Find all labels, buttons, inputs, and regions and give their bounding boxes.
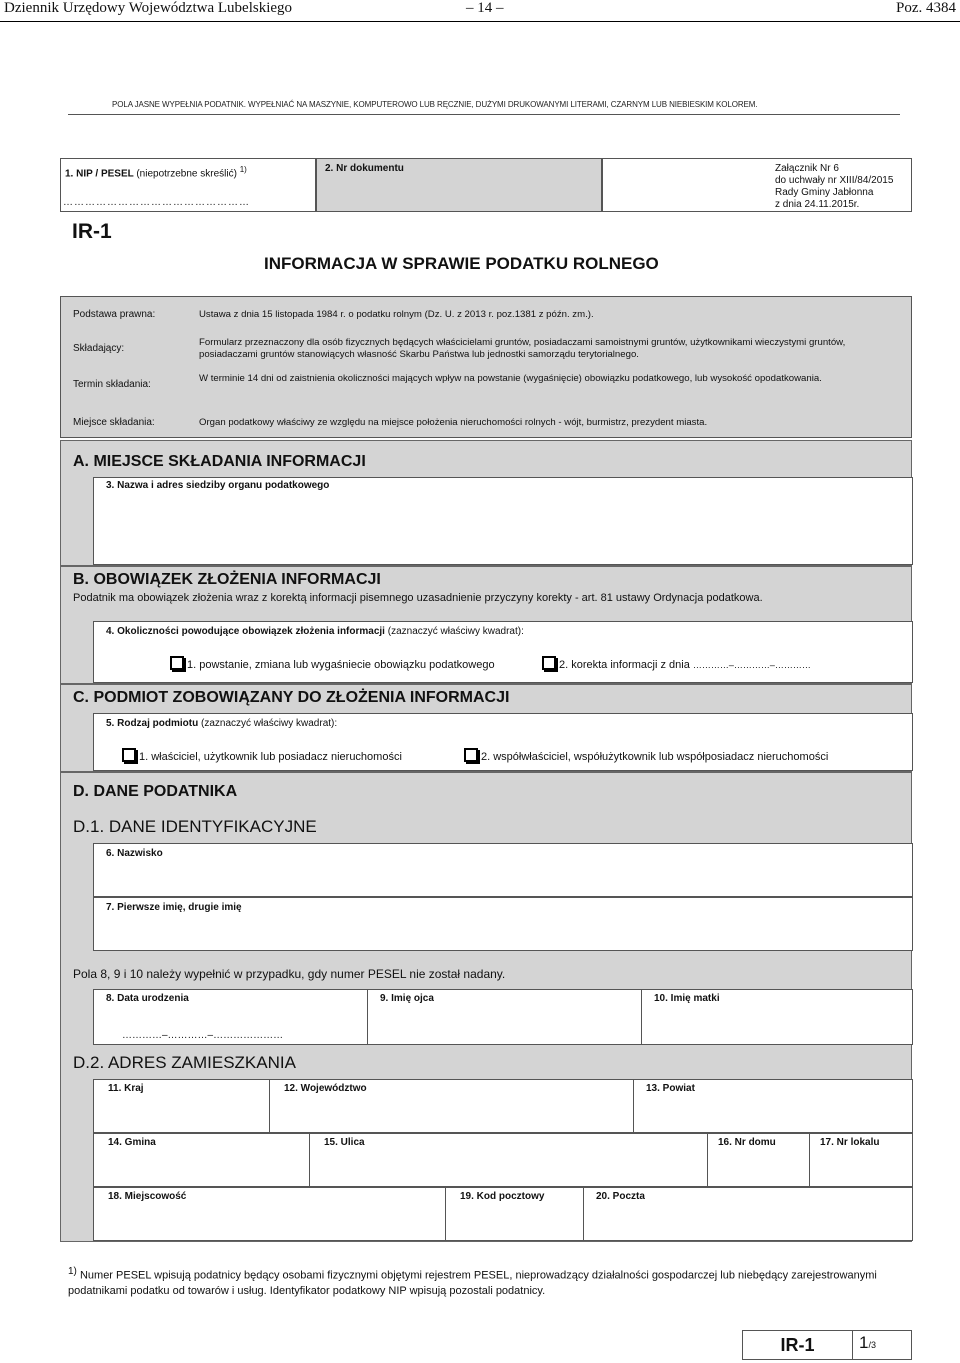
street-field[interactable] [310, 1134, 708, 1186]
nip-pesel-field[interactable] [60, 158, 316, 212]
circumstances-label: 4. Okoliczności powodujące obowiązek złożenia informacji (zaznaczyć właściwy kwadrat): [106, 626, 524, 637]
place-label: Miejsce składania: [73, 417, 155, 428]
birth-date-label: 8. Data urodzenia [106, 993, 189, 1004]
document-number-field [316, 158, 602, 212]
pesel-note: Pola 8, 9 i 10 należy wypełnić w przypadku, gdy numer PESEL nie został nadany. [73, 967, 506, 981]
place-value: Organ podatkowy właściwy ze względu na miejsce położenia nieruchomości rolnych - wójt, burmistrz, prezydent miasta. [199, 417, 708, 428]
option-co-owner[interactable]: 2. współwłaściciel, współużytkownik lub współposiadacz nieruchomości [464, 748, 828, 763]
post-office-label: 20. Poczta [596, 1191, 645, 1202]
mother-name-field[interactable] [642, 990, 912, 1044]
section-c-title: C. PODMIOT ZOBOWIĄZANY DO ZŁOŻENIA INFORMACJI [73, 689, 510, 706]
correction-note: Podatnik ma obowiązek złożenia wraz z korektą informacji pisemnego uzasadnienie przyczyny korekty - art. 81 ustawy Ordynacja podatkowa. [73, 592, 763, 604]
commune-label: 14. Gmina [108, 1137, 156, 1148]
deadline-value: W terminie 14 dni od zaistnienia okoliczności mających wpływ na powstanie (wygaśnięcie) obowiązku podatkowego, lub wysokość opodatkowania. [199, 373, 822, 384]
county-label: 13. Powiat [646, 1083, 695, 1094]
locality-label: 18. Miejscowość [108, 1191, 187, 1202]
commune-field[interactable] [94, 1134, 310, 1186]
checkbox-icon[interactable] [170, 656, 184, 670]
d1-title: D.1. DANE IDENTYFIKACYJNE [73, 817, 317, 836]
form-code: IR-1 [72, 220, 112, 243]
tax-office-field[interactable] [93, 477, 913, 565]
section-a-title: A. MIEJSCE SKŁADANIA INFORMACJI [73, 453, 366, 470]
footnote [68, 1264, 888, 1299]
apartment-number-field[interactable] [810, 1134, 912, 1186]
address-row-3 [93, 1187, 913, 1241]
nip-pesel-dots: …………………………………………… [63, 197, 250, 208]
fill-instruction: POLA JASNE WYPEŁNIA PODATNIK. WYPEŁNIAĆ NA MASZYNIE, KOMPUTEROWO LUB RĘCZNIE, DUŻYMI DRUKOWANYMI LITERAMI, CZARNYM LUB NIEBIESKIM KOLOREM. [112, 100, 758, 109]
circumstances-field [93, 621, 913, 683]
country-label: 11. Kraj [108, 1083, 144, 1094]
footnote-ref: 1) [68, 1266, 77, 1277]
section-a [60, 440, 912, 566]
section-d-title: D. DANE PODATNIKA [73, 783, 238, 800]
page-form-code: IR-1 [743, 1331, 853, 1359]
footnote-text: Numer PESEL wpisują podatnicy będący osobami fizycznymi objętymi rejestrem PESEL, nieprowadzący działalności gospodarczej lub niebędący zarejestrowanymi podatnikami podatku od towarów i usług. Identyfikator podatkowy NIP wpisują pozostali podatnicy. [68, 1269, 877, 1297]
voivodeship-field[interactable] [270, 1080, 634, 1132]
post-office-field[interactable] [584, 1188, 912, 1240]
surname-field[interactable] [93, 843, 913, 897]
page-title: INFORMACJA W SPRAWIE PODATKU ROLNEGO [264, 254, 659, 273]
option-correction[interactable]: 2. korekta informacji z dnia …………–…………–………… [542, 656, 811, 671]
birth-date-dots: …………–…………–………………… [122, 1030, 284, 1041]
birth-parents-row [93, 989, 913, 1045]
address-row-1 [93, 1079, 913, 1133]
postal-code-field[interactable] [446, 1188, 584, 1240]
checkbox-icon[interactable] [464, 748, 478, 762]
surname-label: 6. Nazwisko [106, 848, 163, 859]
entity-type-field [93, 713, 913, 771]
option-owner[interactable]: 1. właściciel, użytkownik lub posiadacz nieruchomości [122, 748, 402, 763]
street-label: 15. Ulica [324, 1137, 365, 1148]
house-number-label: 16. Nr domu [718, 1137, 776, 1148]
county-field[interactable] [634, 1080, 912, 1132]
attachment-info [602, 158, 912, 212]
section-b [60, 566, 912, 684]
house-number-field[interactable] [708, 1134, 810, 1186]
first-names-field[interactable] [93, 897, 913, 951]
journal-name: Dziennik Urzędowy Województwa Lubelskiego [4, 0, 293, 16]
mother-name-label: 10. Imię matki [654, 993, 720, 1004]
deadline-label: Termin składania: [73, 379, 151, 390]
first-names-label: 7. Pierwsze imię, drugie imię [106, 902, 242, 913]
legal-basis-label: Podstawa prawna: [73, 309, 156, 320]
checkbox-icon[interactable] [542, 656, 556, 670]
document-header [0, 0, 960, 22]
section-c [60, 684, 912, 772]
attachment-text: Załącznik Nr 6 do uchwały nr XIII/84/2015 Rady Gminy Jabłonna z dnia 24.11.2015r. [775, 163, 894, 210]
page-indicator [742, 1330, 912, 1360]
page-number: – 14 – [466, 0, 504, 16]
apartment-number-label: 17. Nr lokalu [820, 1137, 880, 1148]
entity-type-label: 5. Rodzaj podmiotu (zaznaczyć właściwy kwadrat): [106, 718, 338, 729]
postal-code-label: 19. Kod pocztowy [460, 1191, 545, 1202]
document-number-label: 2. Nr dokumentu [325, 163, 404, 174]
legal-info-block [60, 296, 912, 438]
country-field[interactable] [94, 1080, 270, 1132]
submitter-label: Składający: [73, 343, 125, 354]
father-name-label: 9. Imię ojca [380, 993, 434, 1004]
voivodeship-label: 12. Województwo [284, 1083, 367, 1094]
section-b-title: B. OBOWIĄZEK ZŁOŻENIA INFORMACJI [73, 571, 381, 588]
section-d [60, 772, 912, 1242]
father-name-field[interactable] [368, 990, 642, 1044]
submitter-value: Formularz przeznaczony dla osób fizycznych będących właścicielami gruntów, posiadaczami samoistnymi gruntów, użytkownikami wieczystymi gruntów, posiadaczami gruntów stanowiących własność Skarbu Państwa lub jednostki samorządu terytorialnego. [199, 337, 846, 360]
checkbox-icon[interactable] [122, 748, 136, 762]
address-row-2 [93, 1133, 913, 1187]
d2-title: D.2. ADRES ZAMIESZKANIA [73, 1053, 296, 1072]
legal-basis-value: Ustawa z dnia 15 listopada 1984 r. o podatku rolnym (Dz. U. z 2013 r. poz.1381 z późn. zm.). [199, 309, 594, 320]
tax-office-label: 3. Nazwa i adres siedziby organu podatkowego [106, 480, 330, 491]
divider [68, 114, 900, 115]
nip-pesel-label: 1. NIP / PESEL (niepotrzebne skreślić) $^{1)}$ [65, 165, 247, 180]
locality-field[interactable] [94, 1188, 446, 1240]
birth-date-field[interactable] [94, 990, 368, 1044]
option-obligation[interactable]: 1. powstanie, zmiana lub wygaśniecie obowiązku podatkowego [170, 656, 495, 671]
page-counter: 1/3 [859, 1333, 876, 1352]
position-number: Poz. 4384 [896, 0, 956, 16]
